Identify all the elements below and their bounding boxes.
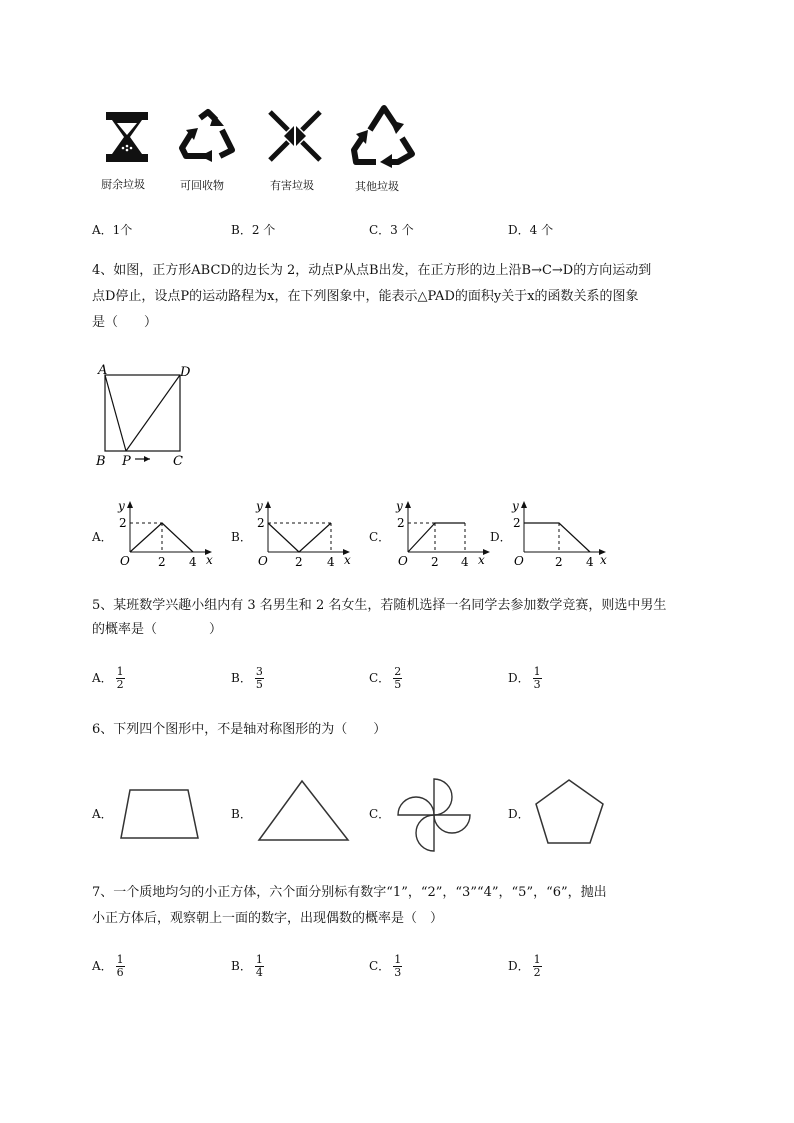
q4-stem-line2: 点D停止，设点P的运动路程为x，在下列图象中，能表示△PAD的面积y关于x的函数关系的图象 [92,289,639,304]
square-abcd-figure [90,360,200,476]
icon-caption-hazardous: 有害垃圾 [270,179,314,192]
q4-option-d-letter[interactable]: D． [490,530,512,544]
q6-stem: 6、下列四个图形中，不是轴对称图形的为（ ） [92,722,387,737]
label-a: A [98,363,108,378]
q4-stem-line1: 4、如图，正方形ABCD的边长为 2，动点P从点B出发，在正方形的边上沿B→C→D的方向运动到 [92,263,652,278]
q7-stem-line1: 7、一个质地均匀的小正方体，六个面分别标有数字“1”，“2”，“3”“4”，“5”，“6”，抛出 [92,885,607,900]
q4-stem-line3: 是（ ） [92,315,158,330]
q7-option-b[interactable]: B． $\frac{1}{4}$ [231,953,263,979]
q6-option-c-letter[interactable]: C． [369,807,391,821]
svg-text:4: 4 [586,555,594,569]
svg-text:y: y [512,499,519,513]
svg-text:y: y [396,499,403,513]
svg-text:O: O [514,554,524,568]
svg-text:O: O [120,554,130,568]
q4-option-c-graph[interactable] [392,498,496,574]
svg-text:O: O [258,554,268,568]
kitchen-waste-icon [104,110,150,168]
svg-text:2: 2 [158,555,166,569]
svg-text:2: 2 [431,555,439,569]
q7-option-c[interactable]: C． $\frac{1}{3}$ [369,953,402,979]
q6-option-a-letter[interactable]: A． [92,807,113,821]
pinwheel-shape[interactable] [396,776,474,858]
trapezoid-shape[interactable] [118,786,202,846]
q5-stem-line2: 的概率是（ ） [92,622,223,637]
icon-caption-kitchen: 厨余垃圾 [101,178,145,191]
svg-text:2: 2 [119,516,127,530]
triangle-shape[interactable] [256,778,352,848]
svg-text:x: x [478,553,485,567]
svg-text:y: y [256,499,263,513]
svg-text:2: 2 [555,555,563,569]
q3-option-b[interactable]: B．2 个 [231,223,276,237]
q3-option-c[interactable]: C．3 个 [369,223,414,237]
hazardous-waste-icon [266,108,324,168]
q4-option-d-graph[interactable] [508,498,612,574]
q7-option-d[interactable]: D． $\frac{1}{2}$ [508,953,541,979]
svg-text:y: y [118,499,125,513]
svg-text:O: O [398,554,408,568]
svg-text:4: 4 [189,555,197,569]
pentagon-shape[interactable] [533,777,607,851]
q4-option-c-letter[interactable]: C． [369,530,391,544]
q4-option-a-letter[interactable]: A． [92,530,113,544]
svg-text:2: 2 [295,555,303,569]
label-b: B [96,454,106,469]
svg-text:x: x [344,553,351,567]
q4-option-a-graph[interactable] [114,498,218,574]
label-d: D [180,365,191,380]
other-waste-icon [350,102,418,174]
q3-option-d[interactable]: D．4 个 [508,223,554,237]
q7-stem-line2: 小正方体后，观察朝上一面的数字，出现偶数的概率是（ ） [92,911,444,926]
q6-option-d-letter[interactable]: D． [508,807,530,821]
svg-text:2: 2 [513,516,521,530]
svg-text:2: 2 [257,516,265,530]
recyclable-icon [178,108,238,168]
q5-option-b[interactable]: B． $\frac{3}{5}$ [231,665,263,691]
svg-text:4: 4 [461,555,469,569]
icon-caption-other: 其他垃圾 [355,180,399,193]
svg-text:4: 4 [327,555,335,569]
q4-option-b-graph[interactable] [252,498,356,574]
q3-option-a[interactable]: A．1个 [92,223,133,237]
q7-option-a[interactable]: A． $\frac{1}{6}$ [92,953,124,979]
q5-option-c[interactable]: C． $\frac{2}{5}$ [369,665,402,691]
q6-option-b-letter[interactable]: B． [231,807,252,821]
q4-option-b-letter[interactable]: B． [231,530,252,544]
label-p: P [122,454,131,469]
svg-text:x: x [206,553,213,567]
label-c: C [173,454,183,469]
q5-stem-line1: 5、某班数学兴趣小组内有 3 名男生和 2 名女生，若随机选择一名同学去参加数学竞赛，则选中男生 [92,598,667,613]
q5-option-a[interactable]: A． $\frac{1}{2}$ [92,665,124,691]
icon-caption-recyclable: 可回收物 [180,179,224,192]
svg-text:2: 2 [397,516,405,530]
q5-option-d[interactable]: D． $\frac{1}{3}$ [508,665,541,691]
svg-text:x: x [600,553,607,567]
